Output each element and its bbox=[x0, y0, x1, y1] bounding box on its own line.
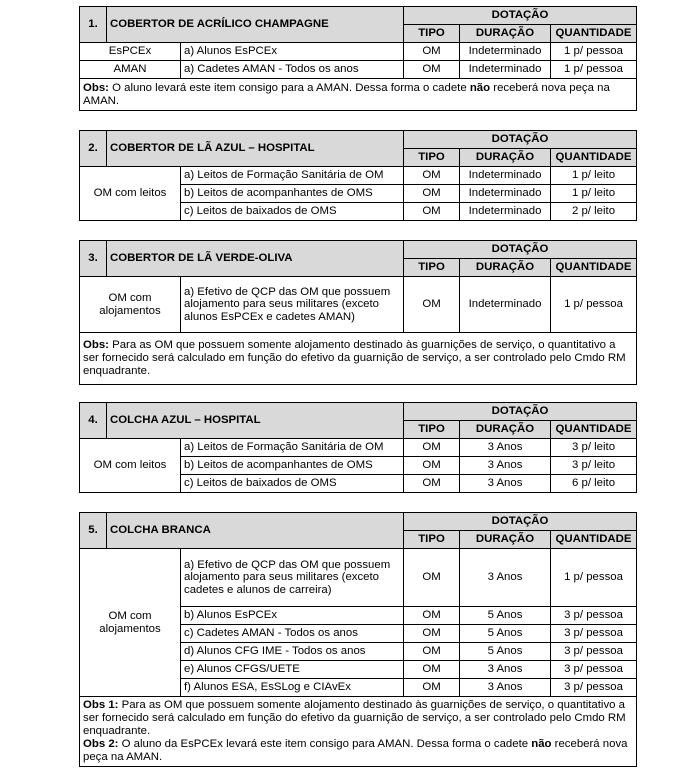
tipo-cell: OM bbox=[404, 167, 460, 185]
observation bbox=[80, 697, 637, 767]
desc-cell: a) Alunos EsPCEx bbox=[181, 43, 404, 61]
table-row bbox=[80, 439, 637, 457]
tipo-cell: OM bbox=[404, 277, 460, 333]
quantidade-cell: 3 p/ pessoa bbox=[551, 661, 637, 679]
dotacao-header: DOTAÇÃO bbox=[404, 241, 637, 259]
desc-cell: e) Alunos CFGS/UETE bbox=[181, 661, 404, 679]
dotacao-header: DOTAÇÃO bbox=[404, 7, 637, 25]
quantidade-cell: 1 p/ pessoa bbox=[551, 277, 637, 333]
obs-text: O aluno da EsPCEx levará este item consigo para AMAN. Dessa forma o cadete bbox=[118, 738, 532, 750]
quantidade-header: QUANTIDADE bbox=[551, 531, 637, 549]
table-row bbox=[80, 61, 637, 79]
quantidade-cell: 3 p/ leito bbox=[551, 439, 637, 457]
obs-label: Obs: bbox=[83, 339, 109, 351]
item-number: 2. bbox=[80, 131, 107, 167]
duracao-cell: 3 Anos bbox=[460, 475, 551, 493]
tipo-header: TIPO bbox=[404, 259, 460, 277]
duracao-cell: 5 Anos bbox=[460, 625, 551, 643]
table-row bbox=[80, 549, 637, 607]
duracao-header: DURAÇÃO bbox=[460, 421, 551, 439]
table-row bbox=[80, 167, 637, 185]
obs-label: Obs: bbox=[83, 81, 109, 94]
duracao-cell: 3 Anos bbox=[460, 679, 551, 697]
item-number: 5. bbox=[80, 513, 107, 549]
desc-cell: a) Efetivo de QCP das OM que possuem alojamento para seus militares (exceto alunos EsPCEx e cadetes AMAN) bbox=[181, 277, 404, 333]
duracao-cell: 3 Anos bbox=[460, 439, 551, 457]
item-title: COLCHA AZUL – HOSPITAL bbox=[107, 403, 404, 439]
tipo-cell: OM bbox=[404, 475, 460, 493]
item-title: COBERTOR DE ACRÍLICO CHAMPAGNE bbox=[107, 7, 404, 43]
quantidade-cell: 1 p/ pessoa bbox=[551, 43, 637, 61]
quantidade-cell: 3 p/ pessoa bbox=[551, 625, 637, 643]
tipo-header: TIPO bbox=[404, 421, 460, 439]
tipo-cell: OM bbox=[404, 643, 460, 661]
quantidade-header: QUANTIDADE bbox=[551, 25, 637, 43]
obs-emphasis: não bbox=[531, 738, 552, 750]
tipo-header: TIPO bbox=[404, 25, 460, 43]
desc-cell: b) Leitos de acompanhantes de OMS bbox=[181, 185, 404, 203]
duracao-cell: Indeterminado bbox=[460, 43, 551, 61]
tipo-header: TIPO bbox=[404, 149, 460, 167]
table-row bbox=[80, 277, 637, 333]
quantidade-header: QUANTIDADE bbox=[551, 259, 637, 277]
om-cell: OM com leitos bbox=[80, 167, 181, 221]
desc-cell: c) Cadetes AMAN - Todos os anos bbox=[181, 625, 404, 643]
tipo-header: TIPO bbox=[404, 531, 460, 549]
tipo-cell: OM bbox=[404, 185, 460, 203]
om-cell: AMAN bbox=[80, 61, 181, 79]
tipo-cell: OM bbox=[404, 43, 460, 61]
quantidade-cell: 1 p/ pessoa bbox=[551, 61, 637, 79]
quantidade-header: QUANTIDADE bbox=[551, 421, 637, 439]
desc-cell: c) Leitos de baixados de OMS bbox=[181, 475, 404, 493]
item-title: COLCHA BRANCA bbox=[107, 513, 404, 549]
duracao-header: DURAÇÃO bbox=[460, 531, 551, 549]
quantidade-cell: 1 p/ pessoa bbox=[551, 549, 637, 607]
observation bbox=[80, 79, 637, 111]
item-number: 3. bbox=[80, 241, 107, 277]
duracao-cell: Indeterminado bbox=[460, 203, 551, 221]
table-row bbox=[80, 43, 637, 61]
tipo-cell: OM bbox=[404, 457, 460, 475]
item-number: 4. bbox=[80, 403, 107, 439]
obs-text: Para as OM que possuem somente alojamento destinado às guarnições de serviço, o quantitativo a ser fornecido será calculado em função do efetivo da guarnição de serviço, a ser controlado pelo Cmdo RM enquadrante. bbox=[83, 339, 626, 377]
quantidade-cell: 3 p/ leito bbox=[551, 457, 637, 475]
om-cell: OM com leitos bbox=[80, 439, 181, 493]
tipo-cell: OM bbox=[404, 661, 460, 679]
tipo-cell: OM bbox=[404, 679, 460, 697]
duracao-cell: Indeterminado bbox=[460, 277, 551, 333]
obs-text: receberá nova peça na AMAN. bbox=[83, 81, 610, 107]
desc-cell: f) Alunos ESA, EsSLog e CIAvEx bbox=[181, 679, 404, 697]
quantidade-cell: 3 p/ pessoa bbox=[551, 607, 637, 625]
duracao-header: DURAÇÃO bbox=[460, 25, 551, 43]
quantidade-header: QUANTIDADE bbox=[551, 149, 637, 167]
obs-label: Obs 1: bbox=[83, 699, 119, 711]
duracao-cell: Indeterminado bbox=[460, 185, 551, 203]
duracao-cell: 5 Anos bbox=[460, 643, 551, 661]
item-title: COBERTOR DE LÃ VERDE-OLIVA bbox=[107, 241, 404, 277]
duracao-cell: Indeterminado bbox=[460, 167, 551, 185]
duracao-cell: 3 Anos bbox=[460, 549, 551, 607]
observation bbox=[80, 333, 637, 385]
table-colcha-azul bbox=[79, 402, 637, 493]
desc-cell: d) Alunos CFG IME - Todos os anos bbox=[181, 643, 404, 661]
duracao-header: DURAÇÃO bbox=[460, 259, 551, 277]
obs-text: receberá nova peça na AMAN. bbox=[83, 738, 628, 763]
quantidade-cell: 1 p/ leito bbox=[551, 185, 637, 203]
quantidade-cell: 3 p/ pessoa bbox=[551, 643, 637, 661]
quantidade-cell: 1 p/ leito bbox=[551, 167, 637, 185]
om-cell: OM com alojamentos bbox=[80, 549, 181, 697]
quantidade-cell: 6 p/ leito bbox=[551, 475, 637, 493]
desc-cell: b) Alunos EsPCEx bbox=[181, 607, 404, 625]
table-cobertor-la-azul bbox=[79, 130, 637, 221]
dotacao-header: DOTAÇÃO bbox=[404, 131, 637, 149]
duracao-cell: 3 Anos bbox=[460, 661, 551, 679]
tipo-cell: OM bbox=[404, 439, 460, 457]
desc-cell: a) Cadetes AMAN - Todos os anos bbox=[181, 61, 404, 79]
tipo-cell: OM bbox=[404, 549, 460, 607]
desc-cell: a) Leitos de Formação Sanitária de OM bbox=[181, 167, 404, 185]
tipo-cell: OM bbox=[404, 625, 460, 643]
duracao-cell: Indeterminado bbox=[460, 61, 551, 79]
tipo-cell: OM bbox=[404, 607, 460, 625]
item-title: COBERTOR DE LÃ AZUL – HOSPITAL bbox=[107, 131, 404, 167]
obs-text: Para as OM que possuem somente alojamento destinado às guarnições de serviço, o quantitativo a ser fornecido será calculado em função do efetivo da guarnição de serviço, a ser controlado pelo Cmdo RM enquadrante. bbox=[83, 699, 626, 737]
dotacao-header: DOTAÇÃO bbox=[404, 403, 637, 421]
desc-cell: b) Leitos de acompanhantes de OMS bbox=[181, 457, 404, 475]
om-cell: OM com alojamentos bbox=[80, 277, 181, 333]
om-cell: EsPCEx bbox=[80, 43, 181, 61]
obs-emphasis: não bbox=[469, 81, 491, 94]
table-colcha-branca bbox=[79, 512, 637, 767]
desc-cell: a) Efetivo de QCP das OM que possuem alojamento para seus militares (exceto cadetes e alunos de carreira) bbox=[181, 549, 404, 607]
item-number: 1. bbox=[80, 7, 107, 43]
quantidade-cell: 2 p/ leito bbox=[551, 203, 637, 221]
quantidade-cell: 3 p/ pessoa bbox=[551, 679, 637, 697]
dotacao-header: DOTAÇÃO bbox=[404, 513, 637, 531]
table-cobertor-acrilico bbox=[79, 6, 637, 111]
obs-text: O aluno levará este item consigo para a AMAN. Dessa forma o cadete bbox=[108, 81, 470, 94]
tipo-cell: OM bbox=[404, 61, 460, 79]
table-cobertor-la-verde-oliva bbox=[79, 240, 637, 385]
obs-label: Obs 2: bbox=[83, 738, 119, 750]
duracao-cell: 5 Anos bbox=[460, 607, 551, 625]
duracao-header: DURAÇÃO bbox=[460, 149, 551, 167]
desc-cell: c) Leitos de baixados de OMS bbox=[181, 203, 404, 221]
duracao-cell: 3 Anos bbox=[460, 457, 551, 475]
tipo-cell: OM bbox=[404, 203, 460, 221]
desc-cell: a) Leitos de Formação Sanitária de OM bbox=[181, 439, 404, 457]
